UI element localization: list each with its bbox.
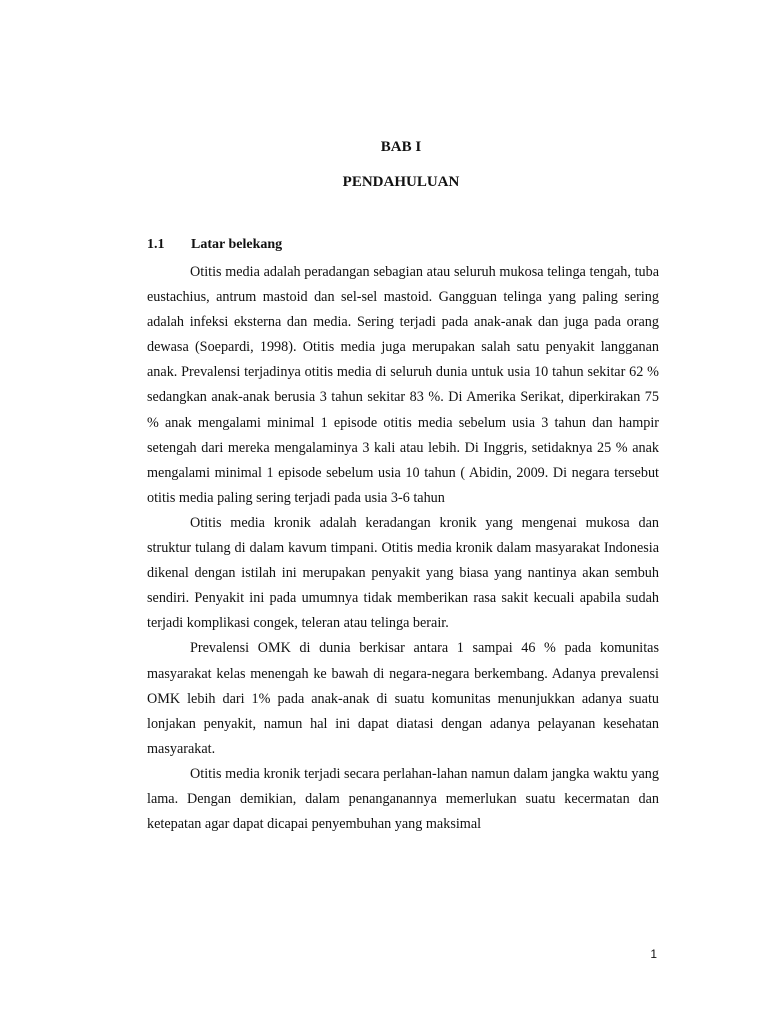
paragraph: Otitis media kronik terjadi secara perlahan-lahan namun dalam jangka waktu yang lama. Dengan demikian, dalam penanganannya memerlukan suatu kecermatan dan ketepatan agar dapat dicapai penyembuhan yang maksimal xyxy=(147,765,659,833)
page-number: 1 xyxy=(650,947,657,961)
section-number: 1.1 xyxy=(147,237,165,252)
body-text xyxy=(147,260,659,837)
chapter-number: BAB I xyxy=(380,139,422,155)
section-title: Latar belekang xyxy=(191,237,283,252)
paragraph: Otitis media adalah peradangan sebagian atau seluruh mukosa telinga tengah, tuba eustachius, antrum mastoid dan sel-sel mastoid. Gangguan telinga yang paling sering adalah infeksi eksterna dan media. Sering terjadi pada anak-anak dan juga pada orang dewasa (Soepardi, 1998). Otitis media juga merupakan salah satu penyakit langganan anak. Prevalensi terjadinya otitis media di seluruh dunia untuk usia 10 tahun sekitar 62 % sedangkan anak-anak berusia 3 tahun sekitar 83 %. Di Amerika Serikat, diperkirakan 75 % anak mengalami minimal 1 episode otitis media sebelum usia 3 tahun dan hampir setengah dari mereka mengalaminya 3 kali atau lebih. Di Inggris, setidaknya 25 % anak mengalami minimal 1 episode sebelum usia 10 tahun ( Abidin, 2009. Di negara tersebut otitis media paling sering terjadi pada usia 3-6 tahun xyxy=(147,264,659,506)
paragraph: Prevalensi OMK di dunia berkisar antara 1 sampai 46 % pada komunitas masyarakat kelas menengah ke bawah di negara-negara berkembang. Adanya prevalensi OMK lebih dari 1% pada anak-anak di suatu komunitas menunjukkan adanya suatu lonjakan penyakit, namun hal ini dapat diatasi dengan adanya pelayanan kesehatan masyarakat. xyxy=(147,640,659,757)
paragraph: Otitis media kronik adalah keradangan kronik yang mengenai mukosa dan struktur tulang di dalam kavum timpani. Otitis media kronik dalam masyarakat Indonesia dikenal dengan istilah ini merupakan penyakit yang biasa yang nantinya akan sembuh sendiri. Penyakit ini pada umumnya tidak memberikan rasa sakit kecuali apabila sudah terjadi komplikasi congek, teleran atau telinga berair. xyxy=(147,514,659,632)
chapter-title: PENDAHULUAN xyxy=(342,174,460,190)
section-heading xyxy=(147,235,659,255)
